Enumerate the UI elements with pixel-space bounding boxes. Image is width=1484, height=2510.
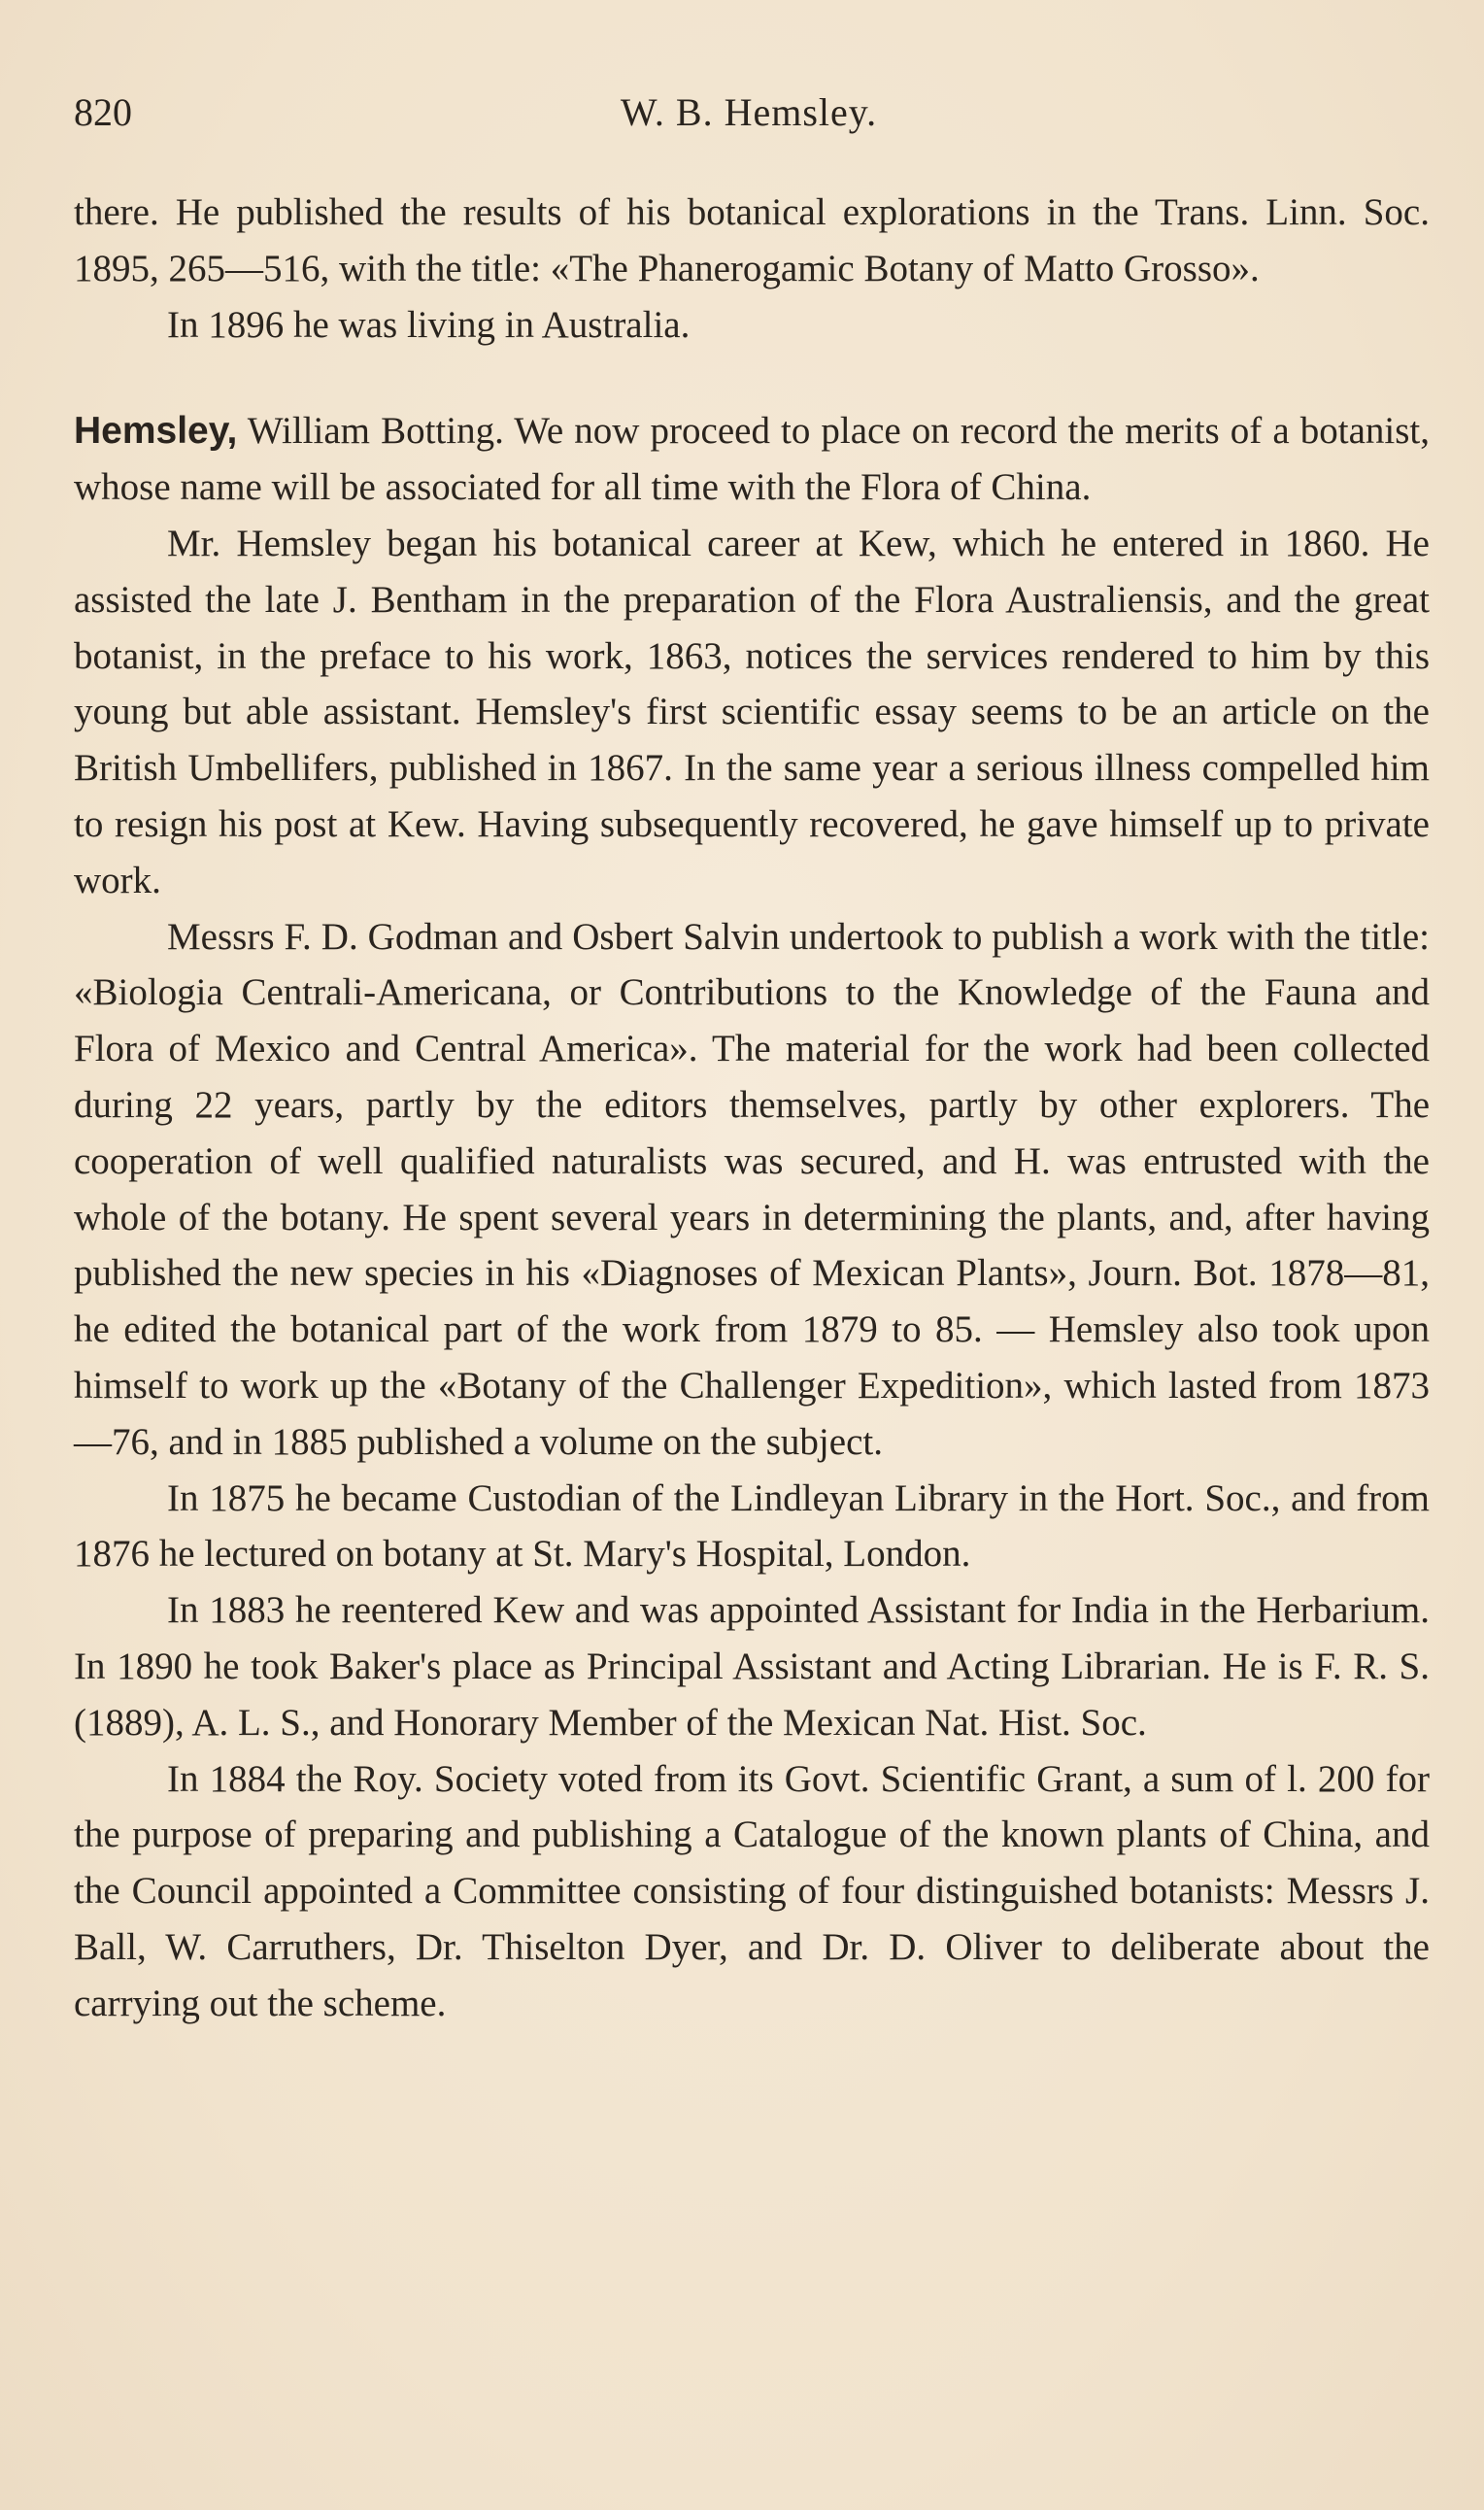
entry-hemsley bbox=[74, 403, 1430, 516]
entry-head-name: Hemsley, bbox=[74, 410, 238, 453]
paragraph-china-catalogue: In 1884 the Roy. Society voted from its Govt. Scientific Grant, a sum of l. 200 for the purpose of preparing and publishing a Catalogue of the known plants of China, and the Council appointed a Committee consisting of four distinguished botanists: Messrs J. Ball, W. Carruthers, Dr. Thiselton Dyer, and Dr. D. Oliver to deliberate about the carrying out the scheme. bbox=[74, 1757, 1430, 2024]
paragraph-continued: there. He published the results of his botanical explorations in the Trans. Linn. Soc. 1895, 265—516, with the title: «The Phanerogamic Botany of Matto Grosso». bbox=[74, 191, 1430, 289]
paragraph-australia: In 1896 he was living in Australia. bbox=[167, 303, 691, 346]
header-title: W. B. Hemsley. bbox=[620, 90, 878, 134]
running-head bbox=[74, 85, 1424, 140]
paragraph-career: Mr. Hemsley began his botanical career at Kew, which he entered in 1860. He assisted the late J. Bentham in the preparation of the Flora Australiensis, and the great botanist, in the preface to his work, 1863, notices the services rendered to him by this young but able assistant. Hemsley's first scientific essay seems to be an article on the British Umbellifers, published in 1867. In the same year a serious illness compelled him to resign his post at Kew. Having subsequently recovered, he gave himself up to private work. bbox=[74, 522, 1430, 901]
paragraph-kew: In 1883 he reentered Kew and was appointed Assistant for India in the Herbarium. In 1890 he took Baker's place as Principal Assistant and Acting Librarian. He is F. R. S. (1889), A. L. S., and Honorary Member of the Mexican Nat. Hist. Soc. bbox=[74, 1589, 1430, 1744]
entry-intro: William Botting. We now proceed to place on record the merits of a botanist, whose name will be associated for all time with the Flora of China. bbox=[74, 410, 1430, 509]
paragraph-lindleyan: In 1875 he became Custodian of the Lindleyan Library in the Hort. Soc., and from 1876 he lectured on botany at St. Mary's Hospital, London. bbox=[74, 1476, 1430, 1576]
body-text bbox=[74, 185, 1430, 2032]
page-number: 820 bbox=[74, 90, 132, 134]
paragraph-biologia: Messrs F. D. Godman and Osbert Salvin undertook to publish a work with the title: «Biologia Centrali-Americana, or Contributions to the Knowledge of the Fauna and Flora of Mexico and Central America». The material for the work had been collected during 22 years, partly by the editors themselves, partly by other explorers. The cooperation of well qualified naturalists was secured, and H. was entrusted with the whole of the botany. He spent several years in determining the plants, and, after having published the new species in his «Diagnoses of Mexican Plants», Journ. Bot. 1878—81, he edited the botanical part of the work from 1879 to 85. — Hemsley also took upon himself to work up the «Botany of the Challenger Expedition», which lasted from 1873—76, and in 1885 published a volume on the subject. bbox=[74, 915, 1430, 1463]
